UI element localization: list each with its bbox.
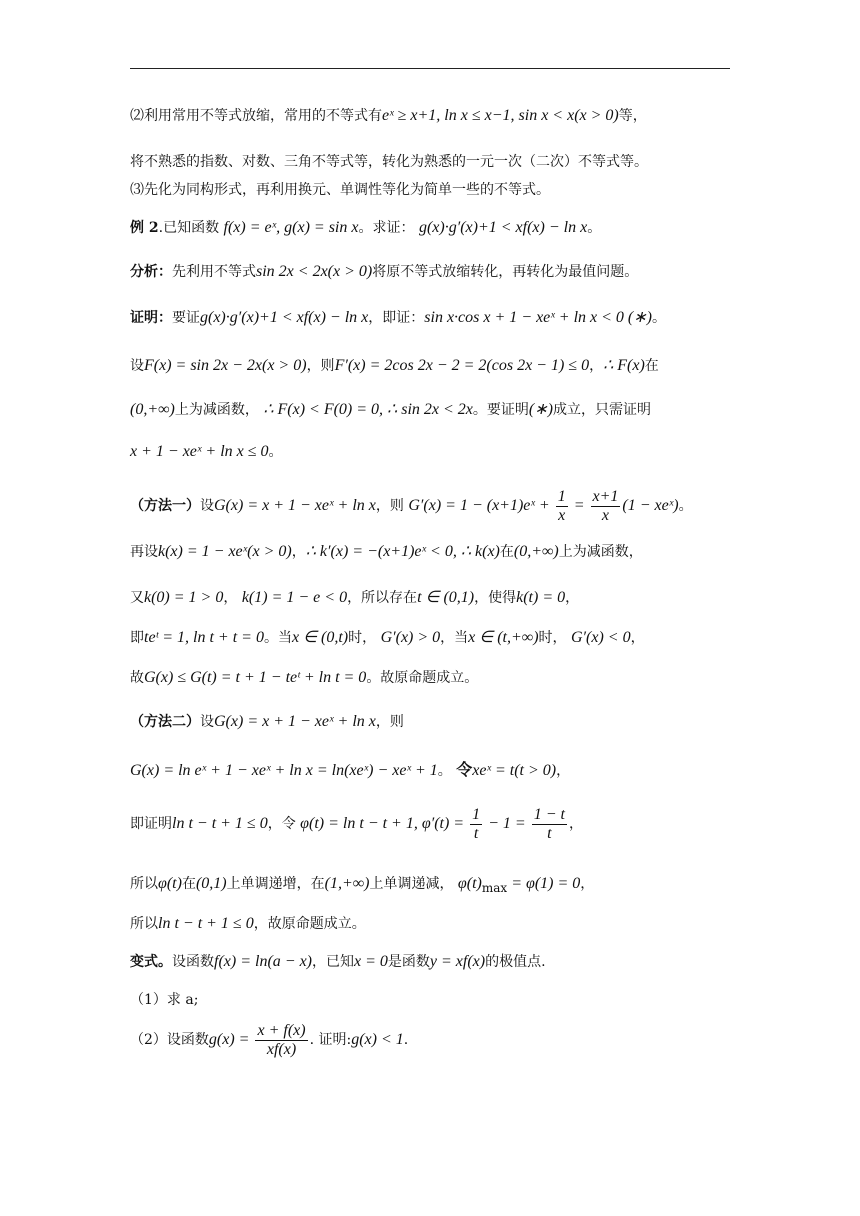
text: 设 [200,498,214,514]
text: ， [223,590,238,606]
formula: ∴ k′(x) = −(x+1)eˣ < 0, ∴ k(x) [305,543,500,560]
subscript: max [481,880,508,895]
text: 先利用不等式 [172,264,256,280]
formula: sin x·cos x + 1 − xeˣ + ln x < 0 (∗) [424,309,652,326]
text: ， [568,816,583,832]
formula: x ∈ (t,+∞) [468,629,539,646]
text: .已知函数 [158,220,220,236]
text: ， [580,876,595,892]
proof-step-4 [130,442,283,462]
formula: ln t − t + 1 ≤ 0 [158,915,254,932]
method-2-step-4 [130,874,594,898]
fraction [556,488,568,525]
formula: g(x)·g′(x)+1 < xf(x) − ln x [200,309,369,326]
text: 故 [130,670,144,686]
method-1-step-3 [130,588,579,608]
fraction [470,806,482,843]
text: ，已知 [312,954,354,970]
text: （2）设函数 [130,1032,209,1048]
text: 上单调递减， [369,876,454,892]
denominator: t [547,824,552,842]
formula: f(x) = eˣ, g(x) = sin x [223,219,359,236]
header-rule [130,68,730,69]
denominator: t [473,824,479,842]
text: 在 [181,876,196,892]
numerator: 1 − t [533,805,565,823]
text: 设函数 [172,954,214,970]
text: ， [556,763,571,779]
text: ，即证： [368,310,425,326]
formula: ∴ F(x) [603,357,645,374]
numerator: x + f(x) [257,1021,306,1039]
formula: teᵗ = 1, ln t + t = 0 [144,629,264,646]
formula: = [569,497,589,514]
formula: G′(x) > 0 [380,629,441,646]
formula: x = 0 [354,953,388,970]
variant-line [130,952,546,972]
text: 又 [130,590,144,606]
method-1-conclusion [130,668,478,688]
example-2-line [130,218,601,238]
text: 等， [618,108,647,124]
question-2 [130,1020,408,1060]
proof-label: 证明： [130,310,172,326]
text: ，令 [267,816,296,832]
text: 所以 [130,916,158,932]
method-label: （方法一） [130,498,200,514]
method-1-step-4 [130,628,645,648]
method-2-conclusion [130,914,366,934]
text: ， [291,544,306,560]
text: 在 [499,544,514,560]
text: 。 [437,763,452,779]
formula: sin 2x < 2x(x > 0) [256,263,373,280]
text: ，当 [440,630,469,646]
text: ， [630,630,645,646]
method-1-line [130,486,693,526]
text: 。求证： [358,220,415,236]
analysis-line [130,262,638,282]
formula: g(x) = [208,1031,254,1048]
method-2-step-2 [130,760,570,781]
formula: (0,+∞) [130,401,175,418]
formula: G′(x) < 0 [570,629,631,646]
text: ，则 [306,358,335,374]
text: 令 [456,760,473,779]
denominator: x [601,506,609,524]
text: 设 [200,714,214,730]
formula: G(x) ≤ G(t) = t + 1 − teᵗ + ln t = 0 [144,669,367,686]
text: 时， [348,630,377,646]
text: ，所以存在 [347,590,418,606]
text: 要证 [172,310,200,326]
formula: G(x) = x + 1 − xeˣ + ln x [214,713,376,730]
text: 上单调递增，在 [226,876,325,892]
text: 。 [651,310,666,326]
question-1: （1）求 a; [130,992,199,1008]
formula: eˣ ≥ x+1, ln x ≤ x−1, sin x < x(x > 0) [382,107,619,124]
formula: (∗) [528,401,553,418]
formula: φ(t) [158,875,182,892]
formula: − 1 = [484,815,530,832]
text: ， [565,590,580,606]
text: 所以 [130,876,158,892]
fraction [255,1022,307,1059]
formula: (1 − xeˣ) [622,497,679,514]
text: 即 [130,630,144,646]
formula: (0,+∞) [513,543,559,560]
proof-line [130,308,666,328]
formula: f(x) = ln(a − x) [214,953,312,970]
fraction [532,806,567,843]
text: 再设 [130,544,158,560]
text: 。当 [263,630,292,646]
proof-step-2 [130,356,659,376]
text: 上为减函数， [558,544,643,560]
text: ，则 [375,714,404,730]
formula: φ(t) [457,875,482,892]
proof-step-3 [130,400,651,420]
text: ，故原命题成立。 [253,916,366,932]
text: 。要证明 [472,402,529,418]
formula: x + 1 − xeˣ + ln x ≤ 0 [130,443,269,460]
formula: g(x)·g′(x)+1 < xf(x) − ln x [418,219,588,236]
text: 设 [130,358,144,374]
text: 的极值点. [485,954,546,970]
text: ⑵利用常用不等式放缩，常用的不等式有 [130,108,382,124]
example-label: 例 2 [130,220,159,236]
variant-label: 变式。 [130,954,172,970]
denominator: x [558,506,566,524]
formula: φ(t) = ln t − t + 1, φ′(t) = [300,815,469,832]
formula: k(0) = 1 > 0 [144,589,224,606]
fraction [591,488,621,525]
numerator: x+1 [592,487,619,505]
text: 成立，只需证明 [552,402,651,418]
text: 。故原命题成立。 [366,670,479,686]
formula: (0,1) [195,875,227,892]
tip-2-continued: 将不熟悉的指数、对数、三角不等式等，转化为熟悉的一元一次（二次）不等式等。 [130,154,648,170]
tip-2-line [130,106,647,126]
formula: F′(x) = 2cos 2x − 2 = 2(cos 2x − 1) ≤ 0 [334,357,590,374]
method-1-step-2 [130,542,643,562]
numerator: 1 [472,805,481,823]
text: . 证明: [309,1032,352,1048]
formula: ln t − t + 1 ≤ 0 [172,815,268,832]
formula: k(1) = 1 − e < 0 [241,589,348,606]
formula: (1,+∞) [324,875,370,892]
analysis-label: 分析： [130,264,172,280]
denominator: xf(x) [266,1040,297,1058]
formula: x ∈ (0,t) [291,629,349,646]
text: 即证明 [130,816,172,832]
formula: G′(x) = 1 − (x+1)eˣ + [408,497,554,514]
formula: k(t) = 0 [516,589,566,606]
numerator: 1 [557,487,566,505]
text: 将原不等式放缩转化，再转化为最值问题。 [372,264,639,280]
formula: k(x) = 1 − xeˣ(x > 0) [158,543,292,560]
text: ，使得 [474,590,517,606]
text: ， [589,358,604,374]
formula: t ∈ (0,1) [417,589,475,606]
text: 在 [644,358,659,374]
formula: xeˣ = t(t > 0) [472,762,557,779]
formula: ∴ F(x) < F(0) = 0, ∴ sin 2x < 2x [263,401,473,418]
text: 时， [538,630,567,646]
method-2-line [130,712,404,732]
formula: F(x) = sin 2x − 2x(x > 0) [144,357,307,374]
formula: g(x) < 1 [351,1031,404,1048]
method-label: （方法二） [130,714,200,730]
formula: = φ(1) = 0 [507,875,581,892]
formula: G(x) = x + 1 − xeˣ + ln x [214,497,376,514]
formula: G(x) = ln eˣ + 1 − xeˣ + ln x = ln(xeˣ) − xeˣ + 1 [130,762,438,779]
formula: y = xf(x) [429,953,486,970]
text: 。 [268,444,283,460]
text: ，则 [375,498,404,514]
text: . [403,1032,409,1048]
text: 是函数 [387,954,430,970]
text: 。 [678,498,693,514]
text: 。 [587,220,602,236]
tip-3-line: ⑶先化为同构形式，再利用换元、单调性等化为简单一些的不等式。 [130,182,550,198]
text: 上为减函数， [174,402,259,418]
method-2-step-3 [130,804,583,844]
